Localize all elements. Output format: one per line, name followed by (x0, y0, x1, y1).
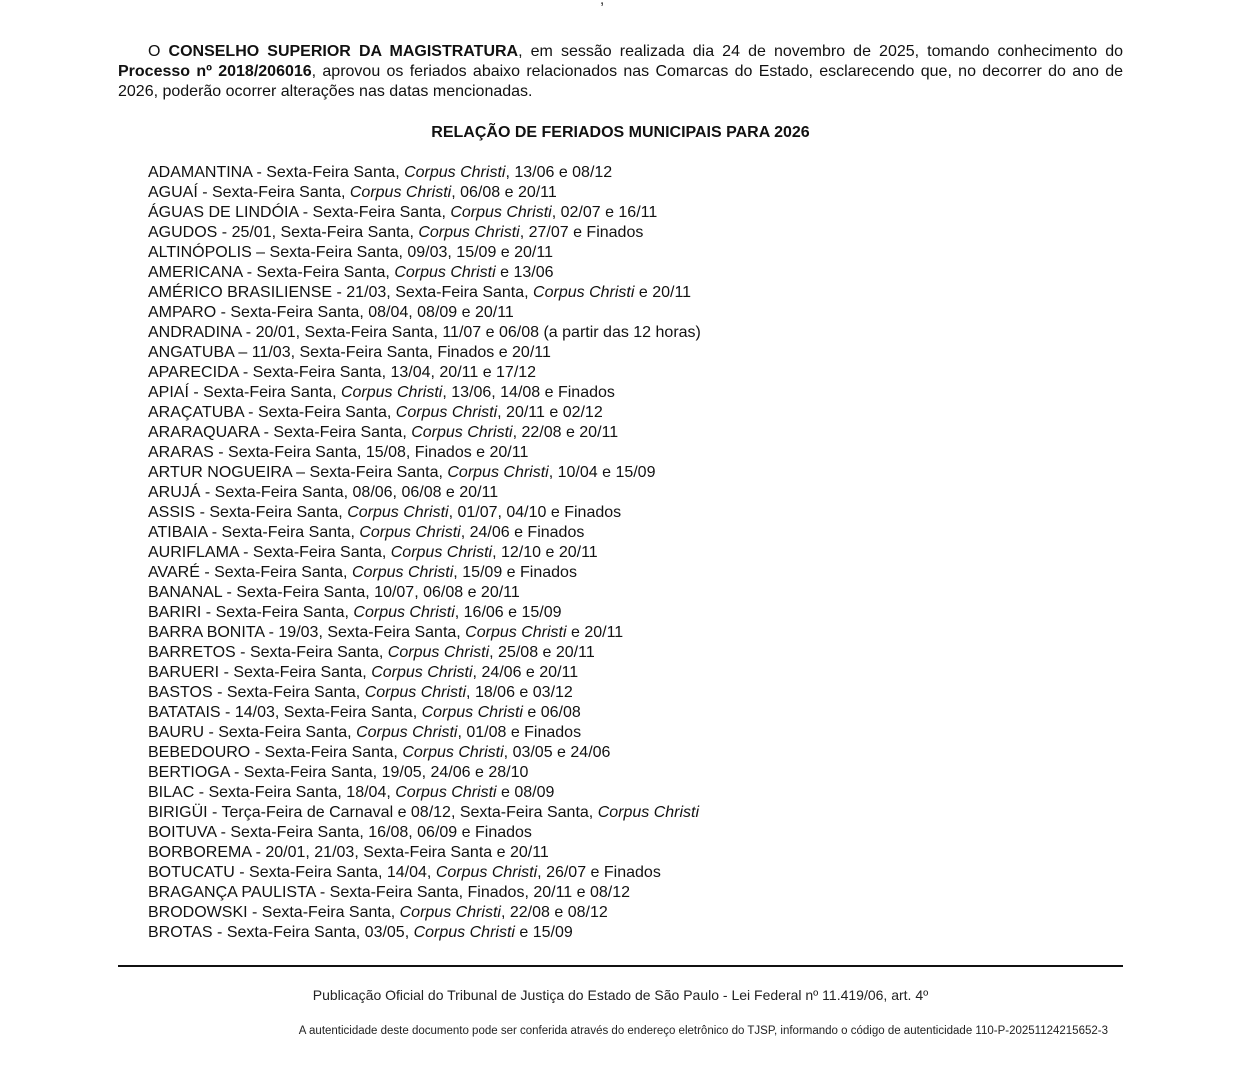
holiday-list-item (148, 323, 1048, 343)
holiday-italic-text: Corpus Christi (435, 864, 538, 881)
holiday-list-item (148, 783, 1048, 803)
holiday-text: ARUJÁ - Sexta-Feira Santa, 08/06, 06/08 e 20/11 (148, 484, 499, 501)
holiday-text: BEBEDOURO - Sexta-Feira Santa, (148, 744, 403, 761)
holiday-list-item (148, 203, 1048, 223)
holiday-list-item (148, 243, 1048, 263)
holiday-text: BATATAIS - 14/03, Sexta-Feira Santa, (148, 704, 422, 721)
holiday-italic-text: Corpus Christi (465, 624, 567, 641)
holiday-text-end: , 16/06 e 15/09 (454, 604, 562, 621)
holiday-text: BANANAL - Sexta-Feira Santa, 10/07, 06/08 e 20/11 (148, 584, 520, 601)
holiday-text-end: , 01/07, 04/10 e Finados (448, 504, 622, 521)
holiday-italic-text: Corpus Christi (349, 184, 452, 201)
holiday-text: BRAGANÇA PAULISTA - Sexta-Feira Santa, Finados, 20/11 e 08/12 (148, 884, 631, 901)
intro-text-1: O (148, 43, 169, 60)
holiday-italic-text: Corpus Christi (421, 704, 523, 721)
holiday-text: ANDRADINA - 20/01, Sexta-Feira Santa, 11/07 e 06/08 (a partir das 12 horas) (148, 324, 701, 341)
holiday-text: AURIFLAMA - Sexta-Feira Santa, (148, 544, 391, 561)
holiday-list-item (148, 543, 1048, 563)
holiday-list-item (148, 623, 1048, 643)
holiday-text: BORBOREMA - 20/01, 21/03, Sexta-Feira Santa e 20/11 (148, 844, 549, 861)
holiday-italic-text: Corpus Christi (387, 644, 490, 661)
holiday-text-end: e 06/08 (522, 704, 581, 721)
holiday-list-item (148, 443, 1048, 463)
holiday-italic-text: Corpus Christi (394, 264, 496, 281)
holiday-text: AMPARO - Sexta-Feira Santa, 08/04, 08/09 e 20/11 (148, 304, 514, 321)
holiday-italic-text: Corpus Christi (597, 804, 700, 821)
holiday-text-end: , 03/05 e 24/06 (503, 744, 611, 761)
intro-paragraph (118, 42, 1123, 102)
holiday-list-item (148, 343, 1048, 363)
holiday-list-item (148, 463, 1048, 483)
holiday-italic-text: Corpus Christi (533, 284, 635, 301)
holiday-text-end: , 22/08 e 20/11 (512, 424, 619, 441)
council-name: CONSELHO SUPERIOR DA MAGISTRATURA (168, 43, 519, 60)
holiday-list-item (148, 383, 1048, 403)
holiday-text: BERTIOGA - Sexta-Feira Santa, 19/05, 24/06 e 28/10 (148, 764, 529, 781)
holiday-list-item (148, 703, 1048, 723)
holiday-text: ARARAQUARA - Sexta-Feira Santa, (148, 424, 412, 441)
holiday-italic-text: Corpus Christi (447, 464, 549, 481)
holiday-list-item (148, 743, 1048, 763)
holiday-text-end: e 20/11 (634, 284, 692, 301)
holiday-list-item (148, 883, 1048, 903)
holiday-text-end: , 10/04 e 15/09 (548, 464, 656, 481)
holiday-italic-text: Corpus Christi (395, 784, 497, 801)
holiday-list-item (148, 823, 1048, 843)
holiday-text: BILAC - Sexta-Feira Santa, 18/04, (148, 784, 396, 801)
holiday-list-item (148, 303, 1048, 323)
holiday-list-item (148, 803, 1048, 823)
holiday-text-end: , 25/08 e 20/11 (489, 644, 595, 661)
holiday-text: ALTINÓPOLIS – Sexta-Feira Santa, 09/03, 15/09 e 20/11 (148, 244, 553, 261)
holiday-list-item (148, 683, 1048, 703)
holiday-list-item (148, 163, 1048, 183)
holiday-list-item (148, 263, 1048, 283)
holiday-text: ARAÇATUBA - Sexta-Feira Santa, (148, 404, 396, 421)
holiday-text: ATIBAIA - Sexta-Feira Santa, (148, 524, 360, 541)
holiday-text: BARRETOS - Sexta-Feira Santa, (148, 644, 388, 661)
holiday-italic-text: Corpus Christi (402, 744, 504, 761)
holiday-text-end: , 12/10 e 20/11 (492, 544, 598, 561)
holiday-text-end: , 02/07 e 16/11 (551, 204, 658, 221)
holiday-list-item (148, 403, 1048, 423)
holiday-italic-text: Corpus Christi (418, 224, 520, 241)
holiday-list-item (148, 563, 1048, 583)
holiday-text-end: e 15/09 (514, 924, 573, 941)
holiday-list-item (148, 763, 1048, 783)
holiday-list-item (148, 423, 1048, 443)
holiday-list-item (148, 863, 1048, 883)
holiday-text: ANGATUBA – 11/03, Sexta-Feira Santa, Finados e 20/11 (148, 344, 551, 361)
holiday-list-item (148, 523, 1048, 543)
holiday-text: APIAÍ - Sexta-Feira Santa, (148, 384, 341, 401)
holiday-list-item (148, 483, 1048, 503)
holiday-text: BIRIGÜI - Terça-Feira de Carnaval e 08/12, Sexta-Feira Santa, (148, 804, 598, 821)
holiday-list-item (148, 843, 1048, 863)
publication-note: Publicação Oficial do Tribunal de Justiça do Estado de São Paulo - Lei Federal nº 11.419/06, art. 4º (312, 987, 929, 1003)
holiday-text-end: , 01/08 e Finados (457, 724, 582, 741)
holiday-list-item (148, 923, 1048, 943)
holiday-italic-text: Corpus Christi (353, 604, 455, 621)
holiday-text-end: , 24/06 e 20/11 (472, 664, 579, 681)
holiday-text: ÁGUAS DE LINDÓIA - Sexta-Feira Santa, (148, 204, 451, 221)
holiday-text: BAURU - Sexta-Feira Santa, (148, 724, 357, 741)
holiday-italic-text: Corpus Christi (399, 904, 501, 921)
holiday-text: AGUDOS - 25/01, Sexta-Feira Santa, (148, 224, 419, 241)
holiday-text: BOTUCATU - Sexta-Feira Santa, 14/04, (148, 864, 436, 881)
holiday-list-item (148, 363, 1048, 383)
holiday-text-end: , 13/06, 14/08 e Finados (442, 384, 615, 401)
holiday-text: ARTUR NOGUEIRA – Sexta-Feira Santa, (148, 464, 448, 481)
holiday-italic-text: Corpus Christi (413, 924, 515, 941)
holiday-text: BRODOWSKI - Sexta-Feira Santa, (148, 904, 400, 921)
holiday-list-item (148, 503, 1048, 523)
holiday-text-end: , 27/07 e Finados (519, 224, 644, 241)
holiday-italic-text: Corpus Christi (359, 524, 461, 541)
holiday-text-end: e 20/11 (566, 624, 624, 641)
holiday-list-item (148, 223, 1048, 243)
holiday-italic-text: Corpus Christi (364, 684, 467, 701)
holiday-list-item (148, 903, 1048, 923)
holiday-list-item (148, 663, 1048, 683)
holiday-italic-text: Corpus Christi (404, 164, 506, 181)
list-heading: RELAÇÃO DE FERIADOS MUNICIPAIS PARA 2026 (431, 124, 810, 141)
holiday-text-end: , 22/08 e 08/12 (500, 904, 608, 921)
holiday-italic-text: Corpus Christi (395, 404, 498, 421)
holiday-italic-text: Corpus Christi (450, 204, 552, 221)
holiday-list-item (148, 583, 1048, 603)
holiday-text-end: , 20/11 e 02/12 (497, 404, 603, 421)
holiday-list-item (148, 723, 1048, 743)
holiday-text: BARRA BONITA - 19/03, Sexta-Feira Santa, (148, 624, 466, 641)
holiday-text: AMÉRICO BRASILIENSE - 21/03, Sexta-Feira Santa, (148, 284, 534, 301)
top-cut-text (600, 0, 604, 8)
holiday-italic-text: Corpus Christi (356, 724, 458, 741)
holiday-text-end: , 13/06 e 08/12 (505, 164, 613, 181)
holiday-text: ARARAS - Sexta-Feira Santa, 15/08, Finados e 20/11 (148, 444, 529, 461)
authenticity-note: A autenticidade deste documento pode ser conferida através do endereço eletrônico do TJSP, informando o código de autenticidade 110-P-20251124215652-3 (298, 1025, 1108, 1037)
holiday-italic-text: Corpus Christi (371, 664, 473, 681)
intro-text-3: , aprovou os feriados abaixo relacionados nas Comarcas do Estado, esclarecendo que, no decorrer do ano de 2026, poderão ocorrer alterações nas datas mencionadas. (118, 63, 1123, 100)
holiday-text: AVARÉ - Sexta-Feira Santa, (148, 564, 352, 581)
holiday-text: ASSIS - Sexta-Feira Santa, (148, 504, 348, 521)
holiday-text-end: , 18/06 e 03/12 (466, 684, 573, 701)
holiday-italic-text: Corpus Christi (390, 544, 493, 561)
holiday-text: AGUAÍ - Sexta-Feira Santa, (148, 184, 350, 201)
holiday-text: BARIRI - Sexta-Feira Santa, (148, 604, 354, 621)
holiday-text-end: , 15/09 e Finados (453, 564, 577, 581)
holiday-italic-text: Corpus Christi (347, 504, 449, 521)
holiday-list (148, 163, 1048, 943)
holiday-text: AMERICANA - Sexta-Feira Santa, (148, 264, 395, 281)
holiday-list-item (148, 283, 1048, 303)
process-number: Processo nº 2018/206016 (118, 63, 312, 80)
holiday-text-end: , 24/06 e Finados (460, 524, 585, 541)
holiday-list-item (148, 603, 1048, 623)
holiday-list-item (148, 183, 1048, 203)
holiday-italic-text: Corpus Christi (411, 424, 513, 441)
holiday-list-item (148, 643, 1048, 663)
holiday-text: BOITUVA - Sexta-Feira Santa, 16/08, 06/09 e Finados (148, 824, 532, 841)
holiday-text-end: , 06/08 e 20/11 (451, 184, 557, 201)
holiday-text: BARUERI - Sexta-Feira Santa, (148, 664, 372, 681)
holiday-text: APARECIDA - Sexta-Feira Santa, 13/04, 20/11 e 17/12 (148, 364, 537, 381)
holiday-text-end: e 08/09 (496, 784, 555, 801)
holiday-text: ADAMANTINA - Sexta-Feira Santa, (148, 164, 405, 181)
intro-text-2: , em sessão realizada dia 24 de novembro de 2025, tomando conhecimento do (518, 43, 1124, 60)
holiday-text-end: , 26/07 e Finados (537, 864, 661, 881)
holiday-italic-text: Corpus Christi (340, 384, 443, 401)
holiday-text-end: e 13/06 (495, 264, 554, 281)
holiday-italic-text: Corpus Christi (351, 564, 454, 581)
holiday-text: BROTAS - Sexta-Feira Santa, 03/05, (148, 924, 414, 941)
footer-divider (118, 965, 1123, 967)
holiday-text: BASTOS - Sexta-Feira Santa, (148, 684, 365, 701)
